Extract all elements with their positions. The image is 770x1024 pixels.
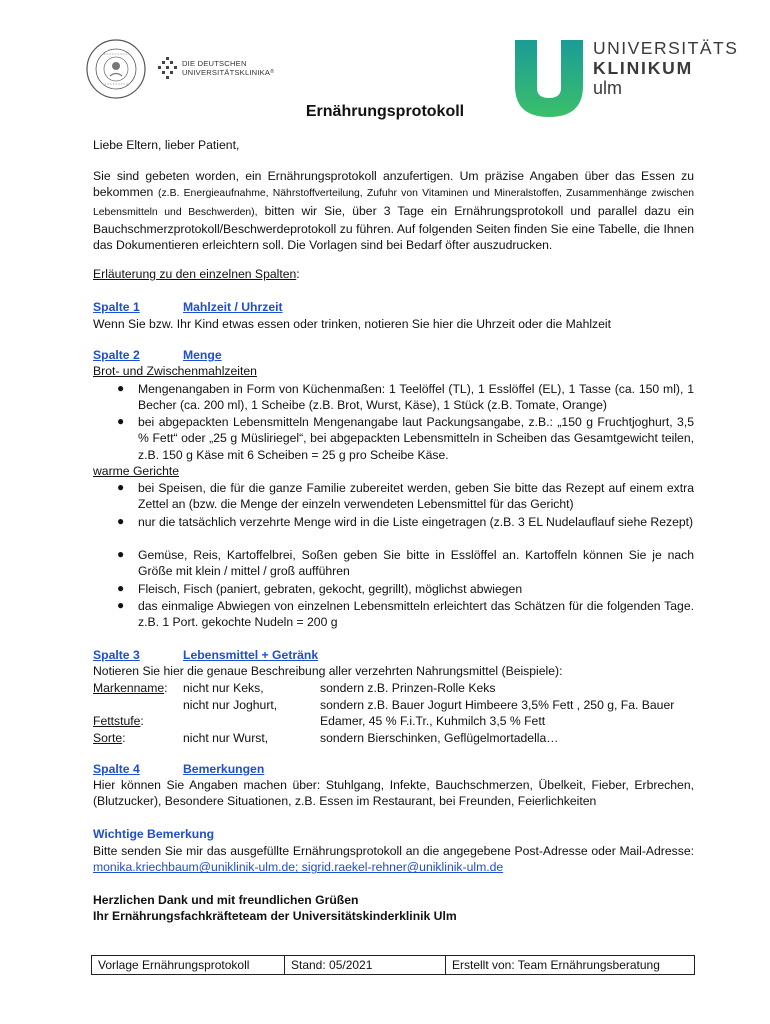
- page-title: Ernährungsprotokoll: [305, 103, 465, 120]
- footer-cell-template: Vorlage Ernährungsprotokoll: [92, 956, 285, 974]
- bullet-icon: ●: [117, 381, 125, 395]
- important-text: Bitte senden Sie mir das ausgefüllte Ernährungsprotokoll an die angegebene Post-Adresse oder Mail-Adresse: monika.kriechbaum@uniklinik-ulm.de; sigrid.raekel-rehner@uniklinik-ulm.de: [93, 844, 694, 875]
- closing-line2: Ihr Ernährungsfachkräfteteam der Universitätskinderklinik Ulm: [93, 909, 457, 923]
- uk-network-line1: DIE DEUTSCHEN: [182, 59, 247, 68]
- bullet-icon: ●: [117, 480, 125, 494]
- bullet-icon: ●: [117, 547, 125, 561]
- footer-cell-date: Stand: 05/2021: [285, 956, 446, 974]
- list-item: Gemüse, Reis, Kartoffelbrei, Soßen geben Sie bitte in Esslöffel an. Kartoffeln können Sie je nach Größe mit klein / mittel / groß aufführen: [138, 548, 694, 579]
- uk-network-logo: [158, 56, 274, 80]
- list-item: bei abgepackten Lebensmitteln Mengenangabe laut Packungsangabe, z.B.: „150 g Fruchtjoghurt, 3,5 % Fett“ oder „25 g Müsliriegel“, bei abgepackten Lebensmitteln in Scheiben das Gesamtgewicht teilen, z.B. 150 g Käse mit 6 Scheiben = 25 g pro Scheibe Käse.: [138, 415, 694, 462]
- bullet-icon: ●: [117, 581, 125, 595]
- spalte4-text: Hier können Sie Angaben machen über: Stuhlgang, Infekte, Bauchschmerzen, Übelkeit, Fieber, Erbrechen, (Blutzucker), Besondere Situationen, z.B. Essen im Restaurant, bei Freunden, Feierlichkeiten: [93, 778, 694, 809]
- explain-heading: Erläuterung zu den einzelnen Spalten:: [93, 267, 300, 281]
- ukl-line3: ulm: [593, 78, 623, 98]
- bullet-icon: ●: [117, 514, 125, 528]
- spalte3-row: Sorte: nicht nur Wurst, sondern Bierschinken, Geflügelmortadella…: [93, 731, 559, 745]
- spalte3-heading: Spalte 3 Lebensmittel + Getränk: [93, 648, 319, 662]
- spalte1-heading: Spalte 1 Mahlzeit / Uhrzeit: [93, 300, 283, 314]
- greeting: Liebe Eltern, lieber Patient,: [93, 138, 240, 152]
- email-links[interactable]: monika.kriechbaum@uniklinik-ulm.de; sigrid.raekel-rehner@uniklinik-ulm.de: [93, 860, 504, 875]
- list-item: das einmalige Abwiegen von einzelnen Lebensmitteln erleichtert das Schätzen für die folgenden Tage. z.B. 1 Port. gekochte Nudeln = 200 g: [138, 599, 694, 630]
- spalte2-sub1: Brot- und Zwischenmahlzeiten: [93, 364, 257, 378]
- bullet-icon: ●: [117, 414, 125, 428]
- spalte3-row: Fettstufe: Edamer, 45 % F.i.Tr., Kuhmilch 3,5 % Fett: [93, 714, 546, 728]
- list-item: Mengenangaben in Form von Küchenmaßen: 1 Teelöffel (TL), 1 Esslöffel (EL), 1 Tasse (ca. 150 ml), 1 Becher (ca. 200 ml), 1 Scheibe (z.B. Brot, Wurst, Käse), 1 Stück (z.B. Tomate, Orange): [138, 382, 694, 413]
- spalte2-sub2: warme Gerichte: [93, 464, 180, 478]
- spalte3-intro: Notieren Sie hier die genaue Beschreibung aller verzehrten Nahrungsmittel (Beispiele):: [93, 664, 563, 678]
- ukl-line2: KLINIKUM: [593, 58, 693, 78]
- list-item: nur die tatsächlich verzehrte Menge wird in die Liste eingetragen (z.B. 3 EL Nudelauflauf siehe Rezept): [138, 515, 694, 529]
- closing-line1: Herzlichen Dank und mit freundlichen Grüßen: [93, 893, 359, 907]
- important-heading: Wichtige Bemerkung: [93, 827, 215, 841]
- uk-network-line2: UNIVERSITÄTSKLINIKA: [182, 68, 271, 77]
- spalte4-heading: Spalte 4 Bemerkungen: [93, 762, 265, 776]
- list-item: Fleisch, Fisch (paniert, gebraten, gekocht, gegrillt), möglichst abwiegen: [138, 582, 523, 596]
- spalte1-text: Wenn Sie bzw. Ihr Kind etwas essen oder trinken, notieren Sie hier die Uhrzeit oder die Mahlzeit: [93, 317, 612, 331]
- footer-cell-author: Erstellt von: Team Ernährungsberatung: [452, 958, 660, 972]
- footer-table: [91, 955, 695, 975]
- list-item: bei Speisen, die für die ganze Familie zubereitet werden, geben Sie bitte das Rezept auf einem extra Zettel an (bzw. die Menge der einzeln verwendeten Lebensmittel für das Gericht): [138, 481, 694, 512]
- ukl-line1: UNIVERSITÄTS: [593, 38, 739, 58]
- ukl-wordmark: [593, 38, 738, 98]
- spalte2-heading: Spalte 2 Menge: [93, 348, 222, 362]
- intro-paragraph: Sie sind gebeten worden, ein Ernährungsprotokoll anzufertigen. Um präzise Angaben über das Essen zu bekommen (z.B. Energieaufnahme, Nährstoffverteilung, Zufuhr von Vitaminen und Mineralstoffen, Zusammenhänge zwischen Lebensmitteln und Beschwerden), bitten wir Sie, über 3 Tage ein Ernährungsprotokoll und parallel dazu ein Bauchschmerzprotokoll/Beschwerdeprotokoll zu führen. Auf folgenden Seiten finden Sie eine Tabelle, die Ihnen das Dokumentieren erleichtern soll. Die Vorlagen sind bei Bedarf öfter auszudrucken.: [93, 169, 694, 253]
- registered-mark: ®: [270, 69, 275, 75]
- grid-dots-icon: [158, 57, 178, 79]
- spalte3-row: Markenname: nicht nur Keks, sondern z.B. Prinzen-Rolle Keks: [93, 681, 496, 695]
- university-seal-logo: [85, 38, 147, 100]
- bullet-icon: ●: [117, 598, 125, 612]
- spalte3-row: nicht nur Joghurt, sondern z.B. Bauer Jogurt Himbeere 3,5% Fett , 250 g, Fa. Bauer: [183, 698, 675, 712]
